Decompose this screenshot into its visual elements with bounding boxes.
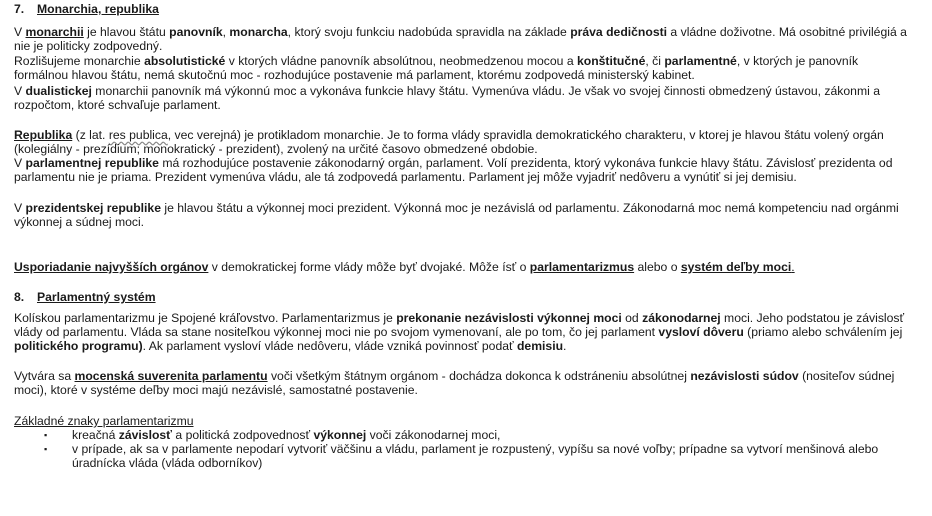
term-system-delby-moci: systém deľby moci: [680, 260, 792, 274]
term-pravo-dedicnosti: práva dedičnosti: [570, 25, 668, 39]
text: kreačná: [72, 428, 119, 442]
section-7-heading: [14, 2, 909, 16]
term-prekonanie-nezavislosti: prekonanie nezávislosti výkonnej moci: [396, 311, 622, 325]
text: V: [14, 84, 26, 98]
term-konstitucne: konštitučné: [576, 54, 646, 68]
term-zakonodarnej: zákonodarnej: [642, 311, 721, 325]
text: a politická zodpovednosť: [172, 428, 314, 442]
term-vyslovi-doveru: vysloví dôveru: [658, 325, 744, 340]
term-republika: Republika: [14, 128, 73, 142]
term-mocenska-suverenita: mocenská suverenita parlamentu: [74, 369, 268, 383]
text: (priamo alebo schválením jej: [743, 325, 903, 340]
text: , ktorý svoju funkciu nadobúda spravidla na základe: [287, 25, 571, 39]
term-demisia: demisiu: [516, 339, 564, 354]
monarchy-paragraph: [14, 25, 909, 53]
term-absolutisticke: absolutistické: [144, 54, 226, 68]
term-monarchia: monarchii: [25, 25, 84, 39]
parliamentary-republic-paragraph: [14, 156, 909, 184]
section-8-title: Parlamentný systém: [37, 290, 156, 304]
term-zavislost: závislosť: [118, 428, 173, 442]
text: Rozlišujeme monarchie: [14, 54, 145, 68]
section-8-number: 8.: [14, 290, 25, 304]
term-parlamentarizmus: parlamentarizmus: [529, 260, 635, 274]
term-politicky-program: politického programu): [14, 339, 143, 354]
supreme-organs-paragraph: [14, 260, 909, 274]
term-prezidentska-republika: prezidentskej republike: [25, 201, 161, 215]
text: moci. Jeho podstatou je závislosť vlády od parlamentu. Vláda sa stane nositeľkou výkonnej moci nie po svojom vymenovaní, ale po tom, čo jej parlament: [14, 311, 905, 340]
dualistic-monarchy-paragraph: [14, 84, 909, 112]
text: voči zákonodarnej moci,: [366, 428, 501, 442]
text: Kolískou parlamentarizmu je Spojené kráľovstvo. Parlamentarizmus je: [14, 311, 397, 325]
text: , či: [645, 54, 665, 68]
text: ,: [222, 25, 230, 39]
text: od: [621, 311, 643, 325]
text: v demokratickej forme vlády môže byť dvojaké. Môže ísť o: [208, 260, 530, 274]
term-res-publica: res publica: [108, 128, 168, 142]
term-usporiadanie: Usporiadanie najvyšších orgánov: [14, 260, 209, 274]
term-parlamentne: parlamentné: [664, 54, 737, 68]
text: je hlavou štátu a výkonnej moci prezident. Výkonná moc je nezávislá od parlamentu. Zákonodarná moc nemá kompetenciu nad orgánmi výkonnej a súdnej moci.: [14, 201, 899, 230]
text: . Ak parlament vysloví vláde nedôveru, vláde vzniká povinnosť podať: [142, 339, 517, 354]
text: monarchii panovník má výkonnú moc a vykonáva funkcie hlavy štátu. Vymenúva vládu. Je však vo svojej činnosti obmedzený ústavou, zákonmi a rozpočtom, ktoré schvaľuje parlament.: [14, 84, 880, 113]
text: , v ktorých je panovník formálnou hlavou štátu, nemá skutočnú moc - rozhodujúce postavenie má parlament, ktorému zodpovedá ministerský kabinet.: [14, 54, 859, 83]
bullet-icon: ▪: [44, 444, 48, 455]
text: V: [14, 201, 26, 215]
features-list: [14, 428, 909, 471]
bullet-icon: ▪: [44, 430, 48, 440]
term-vykonnej: výkonnej: [313, 428, 367, 442]
section-7-number: 7.: [14, 2, 25, 16]
features-heading: [14, 414, 909, 428]
presidential-republic-paragraph: [14, 201, 909, 229]
term-parlamentna-republika: parlamentnej republike: [25, 156, 159, 170]
sovereignty-paragraph: [14, 369, 909, 397]
list-item: [14, 442, 909, 470]
term-dualisticka: dualistickej: [25, 84, 92, 98]
text: alebo o: [634, 260, 681, 274]
text: V: [14, 156, 26, 170]
section-7-title: Monarchia, republika: [37, 2, 159, 16]
list-item: [14, 428, 909, 442]
text: V: [14, 25, 26, 39]
monarchy-types-paragraph: [14, 54, 909, 82]
features-title: Základné znaky parlamentarizmu: [14, 414, 194, 428]
section-8-heading: [14, 290, 909, 304]
text: .: [563, 339, 567, 354]
republic-paragraph: [14, 128, 909, 156]
text: voči všetkým štátnym orgánom - dochádza dokonca k odstráneniu absolútnej: [267, 369, 691, 383]
text: je hlavou štátu: [83, 25, 170, 39]
term-nezavislost-sudov: nezávislosti súdov: [690, 369, 799, 383]
text: v ktorých vládne panovník absolútnou, neobmedzenou mocou a: [225, 54, 577, 68]
text: Vytvára sa: [14, 369, 75, 383]
term-monarcha: monarcha: [229, 25, 288, 39]
parliamentarism-paragraph: [14, 311, 909, 354]
text: , vec verejná) je protikladom monarchie. Je to forma vlády spravidla demokratického charakteru, v ktorej je hlavou štátu volený orgán (kolegiálny - prezídium; monokratický - prezident), zvolený na určité časovo obmedzené obdobie.: [14, 128, 884, 157]
text: (nositeľov súdnej moci), ktoré v systéme deľby moci majú nezávislé, samostatné postavenie.: [14, 369, 895, 398]
text: .: [791, 260, 795, 274]
text: a vládne doživotne. Má osobitné privilégiá a nie je politicky zodpovedný.: [14, 25, 907, 54]
text: (z lat.: [72, 128, 109, 142]
text: má rozhodujúce postavenie zákonodarný orgán, parlament. Volí prezidenta, ktorý vykonáva funkcie hlavy štátu. Závislosť prezidenta od parlamentu nie je priama. Prezident vymenúva vládu, ale tá zodpovedá parlamentu. Parlament jej môže vyjadriť nedôveru a vynútiť si jej demisiu.: [14, 156, 893, 185]
text: v prípade, ak sa v parlamente nepodarí vytvoriť väčšinu a vládu, parlament je rozpustený, vypíšu sa nové voľby; prípadne sa vytvorí menšinová alebo úradnícka vláda (vláda odborníkov): [72, 442, 879, 471]
term-panovnik: panovník: [169, 25, 223, 39]
